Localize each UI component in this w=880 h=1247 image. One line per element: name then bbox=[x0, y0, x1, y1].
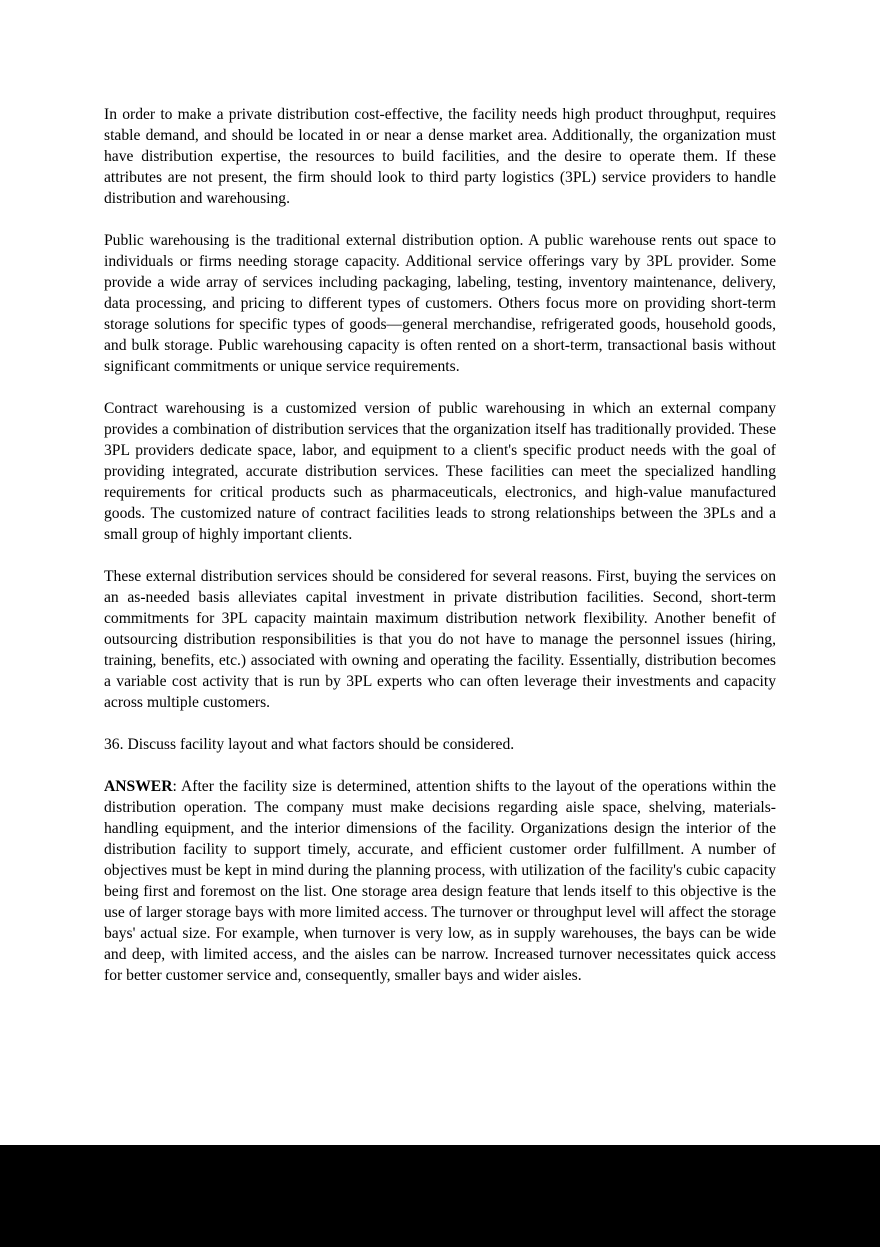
answer-36 bbox=[104, 776, 776, 986]
paragraph-external-distribution-reasons: These external distribution services should be considered for several reasons. First, buying the services on an as-needed basis alleviates capital investment in private distribution facilities. Second, short-term commitments for 3PL capacity maintain maximum distribution network flexibility. Another benefit of outsourcing distribution responsibilities is that you do not have to manage the personnel issues (hiring, training, benefits, etc.) associated with owning and operating the facility. Essentially, distribution becomes a variable cost activity that is run by 3PL experts who can often leverage their investments and capacity across multiple customers. bbox=[104, 568, 776, 711]
paragraph-private-distribution-requirements: In order to make a private distribution cost-effective, the facility needs high product throughput, requires stable demand, and should be located in or near a dense market area. Additionally, the organization must have distribution expertise, the resources to build facilities, and the desire to operate them. If these attributes are not present, the firm should look to third party logistics (3PL) service providers to handle distribution and warehousing. bbox=[104, 106, 776, 207]
answer-label: ANSWER bbox=[104, 778, 173, 795]
answer-separator: : bbox=[172, 778, 181, 795]
question-36: 36. Discuss facility layout and what factors should be considered. bbox=[104, 736, 515, 753]
paragraph-public-warehousing: Public warehousing is the traditional external distribution option. A public warehouse rents out space to individuals or firms needing storage capacity. Additional service offerings vary by 3PL provider. Some provide a wide array of services including packaging, labeling, testing, inventory maintenance, delivery, data processing, and pricing to different types of customers. Others focus more on providing short-term storage solutions for specific types of goods—general merchandise, refrigerated goods, household goods, and bulk storage. Public warehousing capacity is often rented on a short-term, transactional basis without significant commitments or unique service requirements. bbox=[104, 232, 776, 375]
paragraph-contract-warehousing: Contract warehousing is a customized version of public warehousing in which an external company provides a combination of distribution services that the organization itself has traditionally provided. These 3PL providers dedicate space, labor, and equipment to a client's specific product needs with the goal of providing integrated, accurate distribution services. These facilities can meet the specialized handling requirements for critical products such as pharmaceuticals, electronics, and high-value manufactured goods. The customized nature of contract facilities leads to strong relationships between the 3PLs and a small group of highly important clients. bbox=[104, 400, 776, 543]
page-bottom-black-bar bbox=[0, 1145, 880, 1247]
document-body bbox=[104, 104, 776, 986]
answer-text: After the facility size is determined, attention shifts to the layout of the operations within the distribution operation. The company must make decisions regarding aisle space, shelving, materials-handling equipment, and the interior dimensions of the facility. Organizations design the interior of the distribution facility to support timely, accurate, and efficient customer order fulfillment. A number of objectives must be kept in mind during the planning process, with utilization of the facility's cubic capacity being first and foremost on the list. One storage area design feature that lends itself to this objective is the use of larger storage bays with more limited access. The turnover or throughput level will affect the storage bays' actual size. For example, when turnover is very low, as in supply warehouses, the bays can be wide and deep, with limited access, and the aisles can be narrow. Increased turnover necessitates quick access for better customer service and, consequently, smaller bays and wider aisles. bbox=[104, 778, 776, 984]
